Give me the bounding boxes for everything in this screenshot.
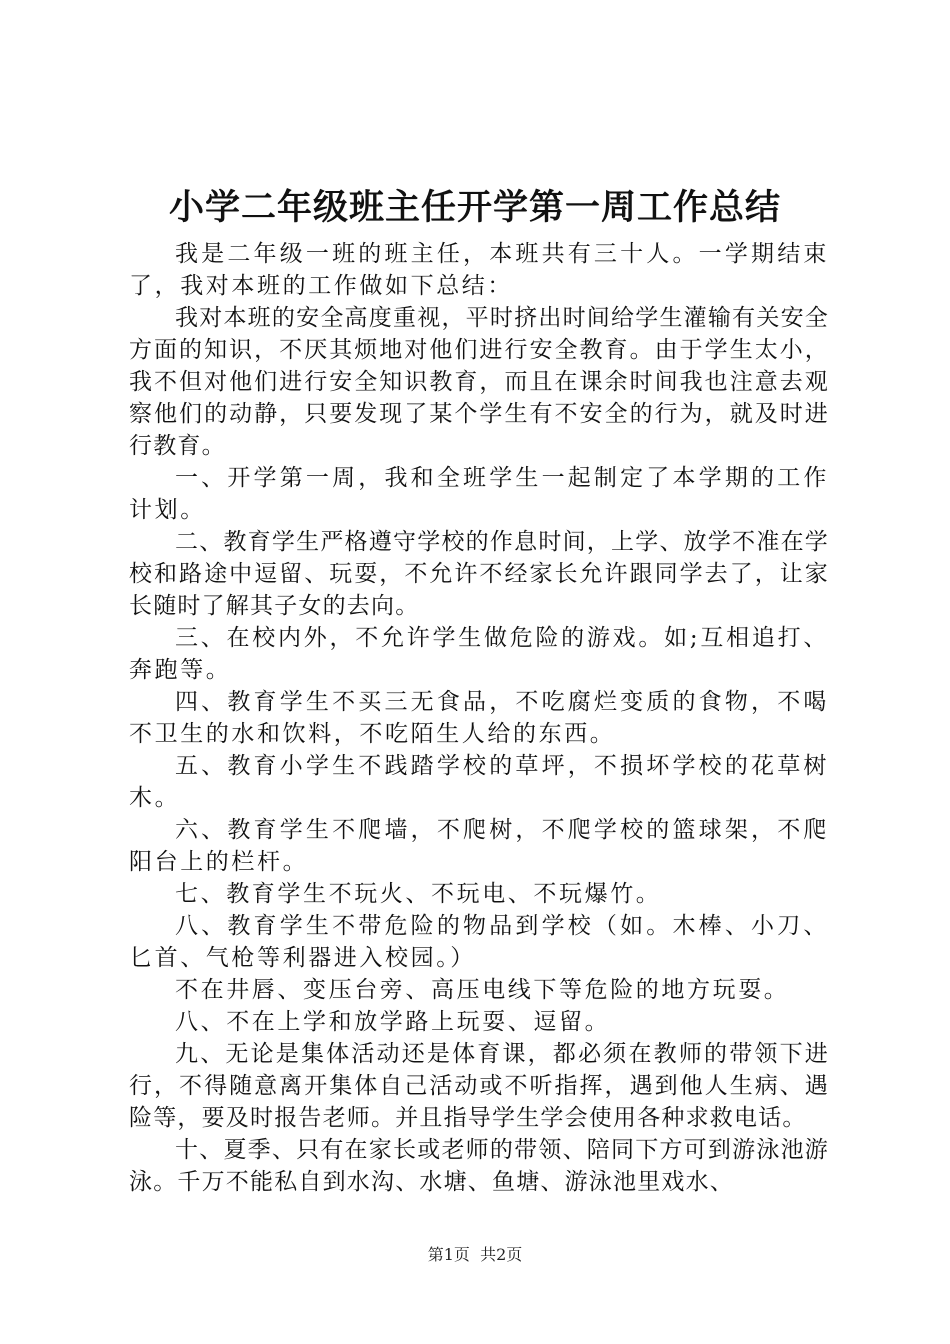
page-footer <box>0 1244 950 1266</box>
paragraph-item-9: 九、无论是集体活动还是体育课，都必须在教师的带领下进行，不得随意离开集体自己活动或不听指挥，遇到他人生病、遇险等，要及时报告老师。并且指导学生学会使用各种求救电话。 <box>129 1041 829 1131</box>
paragraph-item-10: 十、夏季、只有在家长或老师的带领、陪同下方可到游泳池游泳。千万不能私自到水沟、水塘、鱼塘、游泳池里戏水、 <box>129 1137 829 1195</box>
paragraph-item-1: 一、开学第一周，我和全班学生一起制定了本学期的工作计划。 <box>129 465 829 523</box>
paragraph-safety-overview: 我对本班的安全高度重视，平时挤出时间给学生灌输有关安全方面的知识，不厌其烦地对他们进行安全教育。由于学生太小，我不但对他们进行安全知识教育，而且在课余时间我也注意去观察他们的动静，只要发现了某个学生有不安全的行为，就及时进行教育。 <box>129 305 829 459</box>
paragraph-item-8b: 八、不在上学和放学路上玩耍、逗留。 <box>175 1009 611 1035</box>
document-body <box>129 238 829 1198</box>
paragraph-item-6: 六、教育学生不爬墙，不爬树，不爬学校的篮球架，不爬阳台上的栏杆。 <box>129 817 829 875</box>
page-number: 第1页 <box>427 1245 470 1264</box>
paragraph-item-2: 二、教育学生严格遵守学校的作息时间，上学、放学不准在学校和路途中逗留、玩耍，不允许不经家长允许跟同学去了，让家长随时了解其子女的去向。 <box>129 529 829 619</box>
page-total: 共2页 <box>480 1245 523 1264</box>
paragraph-item-5: 五、教育小学生不践踏学校的草坪，不损坏学校的花草树木。 <box>129 753 829 811</box>
paragraph-intro: 我是二年级一班的班主任，本班共有三十人。一学期结束了，我对本班的工作做如下总结： <box>129 241 829 299</box>
paragraph-item-7: 七、教育学生不玩火、不玩电、不玩爆竹。 <box>175 881 662 907</box>
paragraph-item-8: 八、教育学生不带危险的物品到学校（如。木棒、小刀、匕首、气枪等利器进入校园。） <box>129 913 829 971</box>
paragraph-item-4: 四、教育学生不买三无食品，不吃腐烂变质的食物，不喝不卫生的水和饮料，不吃陌生人给的东西。 <box>129 689 829 747</box>
document-title: 小学二年级班主任开学第一周工作总结 <box>168 187 781 228</box>
paragraph-item-8-continued: 不在井唇、变压台旁、高压电线下等危险的地方玩耍。 <box>175 977 790 1003</box>
footer-spacer <box>470 1245 480 1264</box>
paragraph-item-3: 三、在校内外，不允许学生做危险的游戏。如;互相追打、奔跑等。 <box>129 625 829 683</box>
